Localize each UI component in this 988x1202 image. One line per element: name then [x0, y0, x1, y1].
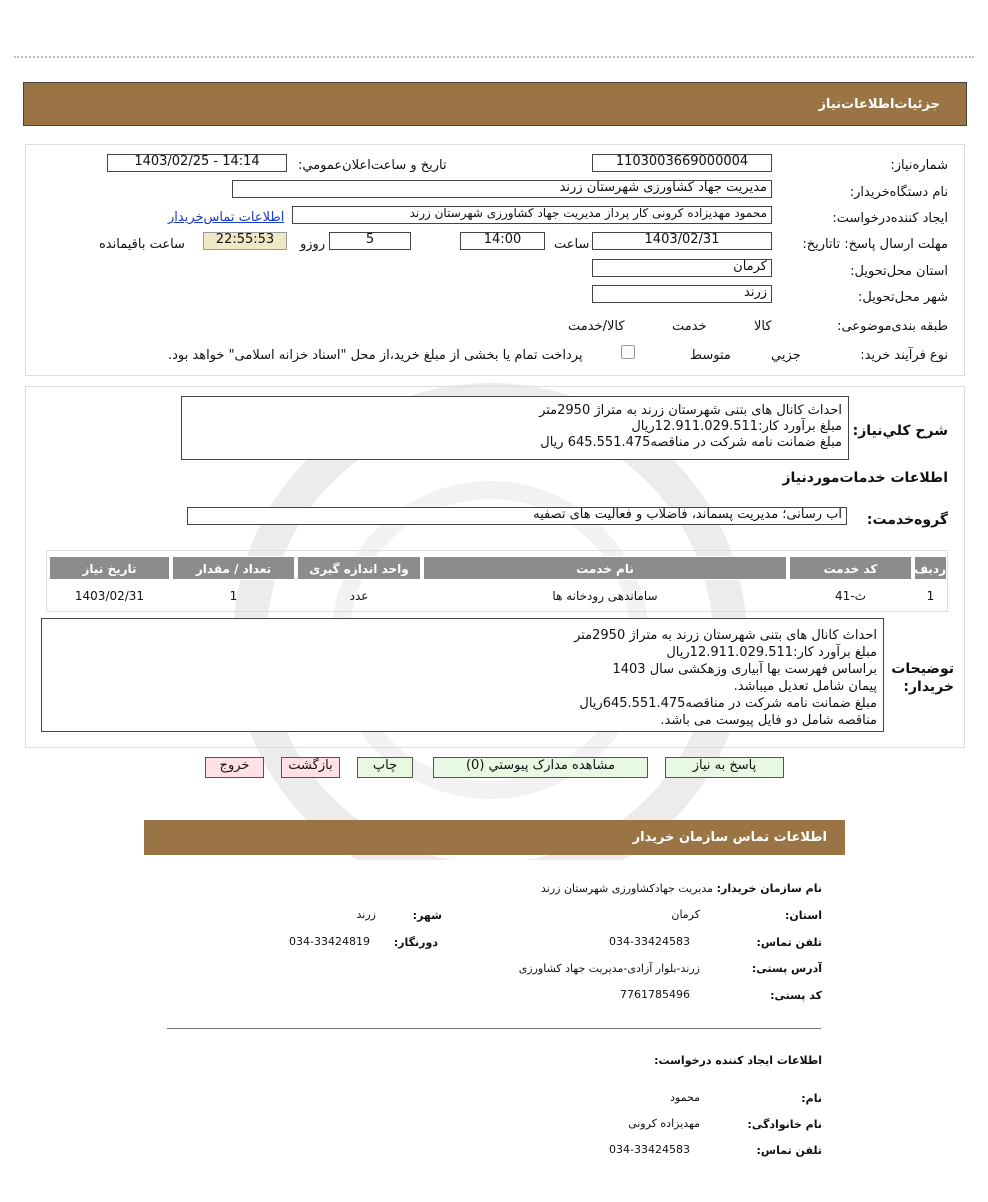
print-button[interactable]: چاپ [357, 757, 413, 778]
need-number-field: 1103003669000004 [592, 154, 772, 172]
remaining-time-label: ساعت باقیمانده [99, 237, 185, 252]
process-medium-label: متوسط [690, 348, 731, 363]
page-header [23, 82, 967, 126]
row-date: 1403/02/31 [74, 589, 145, 603]
col-code-header: کد خدمت [789, 556, 912, 580]
contact-province-value: کرمان [671, 908, 700, 921]
creator-info-title: اطلاعات ایجاد کننده درخواست: [654, 1054, 822, 1067]
buyer-contact-link[interactable]: اطلاعات تماس‌خریدار [168, 210, 285, 225]
services-table [46, 550, 948, 612]
summary-label: شرح کلي‌نیاز: [852, 423, 948, 439]
contact-address-value: زرند-بلوار آزادی-مدیریت جهاد کشاورزی [518, 962, 700, 975]
deadline-label: مهلت ارسال پاسخ: تاتاریخ: [802, 237, 948, 252]
deadline-time-field: 14:00 [460, 232, 545, 250]
col-qty-header: تعداد / مقدار [172, 556, 295, 580]
creator-name-label: نام: [801, 1092, 822, 1105]
row-code: ث-41 [835, 589, 866, 603]
contact-fax-label: دورنگار: [393, 936, 438, 949]
contact-province-label: استان: [785, 909, 822, 922]
province-label: استان محل‌تحویل: [850, 264, 948, 279]
creator-name-value: محمود [670, 1091, 700, 1104]
contact-postal-label: کد پستی: [770, 989, 822, 1002]
exit-button[interactable]: خروج [205, 757, 264, 778]
remaining-time-field: 22:55:53 [203, 232, 287, 250]
page-title: جزئیات‌اطلاعات‌نیاز [818, 97, 940, 112]
creator-field: محمود مهدیزاده کرونی کار پرداز مدیریت جهاد کشاورزی شهرستان زرند [292, 206, 772, 224]
creator-family-label: نام خانوادگی: [747, 1118, 822, 1131]
days-label: روزو [300, 237, 326, 252]
days-remaining-field: 5 [329, 232, 411, 250]
view-attachments-button[interactable]: مشاهده مدارک پیوستي (0) [433, 757, 648, 778]
deadline-time-label: ساعت [554, 237, 590, 252]
contact-header [144, 820, 845, 855]
creator-phone-value: 034-33424583 [609, 1143, 690, 1156]
col-unit-header: واحد اندازه گیری [297, 556, 421, 580]
reply-button[interactable]: پاسخ به نیاز [665, 757, 784, 778]
contact-phone-value: 034-33424583 [609, 935, 690, 948]
process-label: نوع فرآیند خرید: [860, 348, 948, 363]
buyer-field: مدیریت جهاد کشاورزی شهرستان زرند [232, 180, 772, 198]
category-goods-service-label: کالا/خدمت [568, 319, 625, 334]
row-qty: 1 [229, 589, 238, 603]
row-index: 1 [926, 589, 935, 603]
category-label: طبقه بندی‌موضوعی: [837, 319, 948, 334]
category-service-label: خدمت [672, 319, 707, 334]
contact-fax-value: 034-33424819 [289, 935, 370, 948]
city-label: شهر محل‌تحویل: [858, 290, 948, 305]
treasury-payment-note: پرداخت تمام یا بخشی از مبلغ خرید،از محل "اسناد خزانه اسلامی" خواهد بود. [168, 348, 583, 363]
process-minor-label: جزیي [771, 348, 801, 363]
need-details-panel [25, 144, 965, 376]
col-name-header: نام خدمت [423, 556, 787, 580]
service-group-label: گروه‌خدمت: [866, 512, 948, 528]
contact-org-label: نام سازمان خریدار: [716, 882, 822, 895]
contact-city-label: شهر: [412, 909, 442, 922]
category-goods-label: کالا [754, 319, 772, 334]
buyer-notes-text: احداث کانال های بتنی شهرستان زرند به متراژ 2950متر مبلغ برآورد کار:12.911.029.511ریال براساس فهرست بها آبیاری وزهکشی سال 1403 پیمان شامل تعدیل میباشد. مبلغ ضمانت نامه شرکت در مناقصه645.551.475ریال مناقصه شامل دو فایل پیوست می باشد. [41, 618, 884, 732]
contact-title: اطلاعات تماس سازمان خریدار [632, 830, 827, 845]
contact-address-label: آدرس پستی: [751, 962, 822, 975]
contact-divider [167, 1028, 821, 1029]
back-button[interactable]: بازگشت [281, 757, 340, 778]
row-service-name: ساماندهی رودخانه ها [552, 589, 658, 603]
contact-city-value: زرند [356, 908, 376, 921]
province-field: کرمان [592, 259, 772, 277]
contact-org-value: مدیریت جهادکشاورزی شهرستان زرند [541, 882, 713, 895]
col-index-header: ردیف [914, 556, 947, 580]
treasury-payment-checkbox[interactable] [621, 345, 635, 359]
col-date-header: تاریخ نیاز [49, 556, 170, 580]
top-dotted-divider [14, 56, 974, 58]
creator-family-value: مهدیزاده کرونی [628, 1117, 700, 1130]
buyer-notes-label: توضیحات خریدار: [891, 661, 954, 695]
contact-postal-value: 7761785496 [620, 988, 690, 1001]
contact-phone-label: تلفن تماس: [756, 936, 822, 949]
need-number-label: شماره‌نیاز: [890, 158, 948, 173]
announce-datetime-field: 1403/02/25 - 14:14 [107, 154, 287, 172]
summary-text: احداث کانال های بتنی شهرستان زرند به متراژ 2950متر مبلغ برآورد کار:12.911.029.511ریال مبلغ ضمانت نامه شرکت در مناقصه645.551.475 ریال [181, 396, 849, 460]
creator-label: ایجاد کننده‌درخواست: [832, 211, 948, 226]
buyer-label: نام دستگاه‌خریدار: [849, 185, 948, 200]
services-title: اطلاعات خدمات‌مورد‌نیاز [782, 470, 948, 486]
row-unit: عدد [349, 589, 369, 603]
creator-phone-label: تلفن تماس: [756, 1144, 822, 1157]
city-field: زرند [592, 285, 772, 303]
deadline-date-field: 1403/02/31 [592, 232, 772, 250]
announce-label: تاریخ و ساعت‌اعلان‌عمومي: [298, 158, 447, 173]
service-group-field: آب رسانی؛ مدیریت پسماند، فاضلاب و فعالیت های تصفیه [187, 507, 847, 525]
